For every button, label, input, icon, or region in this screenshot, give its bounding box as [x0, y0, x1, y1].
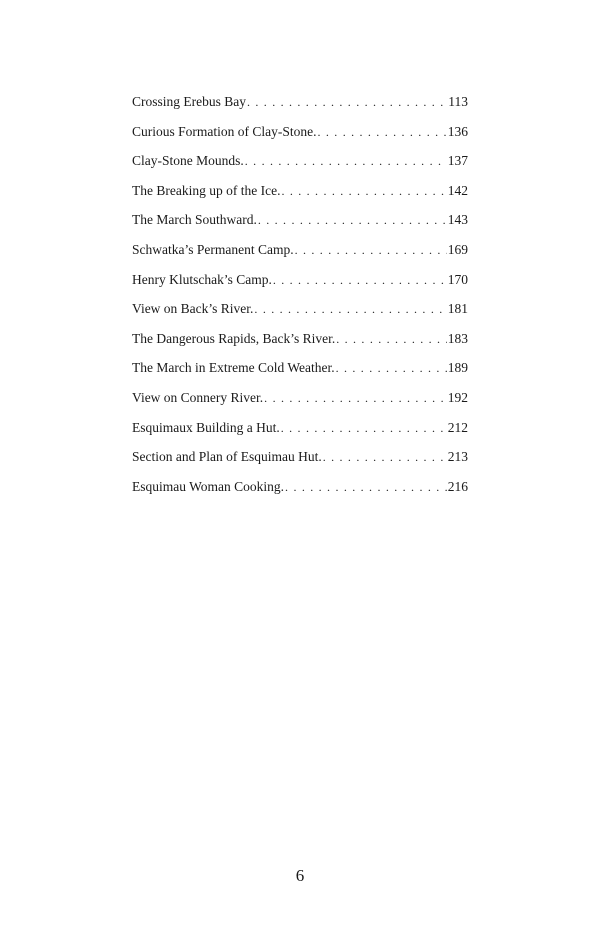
list-item	[132, 151, 468, 181]
entry-title: Section and Plan of Esquimau Hut.	[132, 449, 322, 465]
dot-leader	[254, 299, 446, 319]
dot-leader	[336, 329, 447, 349]
dot-leader	[336, 358, 447, 378]
page-number: 6	[295, 866, 305, 885]
dot-leader	[281, 181, 446, 201]
entry-title: Esquimau Woman Cooking.	[132, 478, 285, 494]
dot-leader	[323, 447, 447, 467]
dot-leader	[281, 418, 447, 438]
list-item	[132, 92, 468, 122]
entry-page-number: 189	[447, 360, 468, 376]
entry-page-number: 113	[448, 94, 468, 109]
list-item	[132, 418, 468, 448]
list-item	[132, 388, 468, 418]
entry-page-number: 170	[447, 271, 468, 287]
entry-page-number: 143	[447, 212, 468, 228]
list-item	[132, 477, 468, 507]
entry-page-number: 136	[447, 123, 468, 139]
list-item	[132, 240, 468, 270]
entry-title: Curious Formation of Clay-Stone.	[132, 123, 317, 139]
entry-page-number: 137	[447, 153, 468, 169]
entry-title: View on Connery River.	[132, 389, 264, 405]
entry-page-number: 192	[447, 389, 468, 405]
entry-title: Clay-Stone Mounds.	[132, 153, 244, 169]
list-item	[132, 122, 468, 152]
entry-title: The March in Extreme Cold Weather.	[132, 360, 335, 376]
dot-leader	[318, 122, 447, 142]
list-item	[132, 210, 468, 240]
entry-page-number: 183	[447, 330, 468, 346]
dot-leader	[264, 388, 447, 408]
list-item	[132, 181, 468, 211]
entry-title: View on Back’s River.	[132, 301, 254, 317]
dot-leader	[245, 151, 447, 171]
entry-title: Schwatka’s Permanent Camp.	[132, 241, 294, 257]
list-item	[132, 447, 468, 477]
dot-leader	[295, 240, 447, 260]
list-item	[132, 358, 468, 388]
list-item	[132, 270, 468, 300]
list-item	[132, 329, 468, 359]
entry-title: Henry Klutschak’s Camp.	[132, 271, 272, 287]
entry-page-number: 216	[447, 478, 468, 494]
entry-title: The March Southward.	[132, 212, 257, 228]
illustrations-list	[132, 92, 468, 506]
list-item	[132, 299, 468, 329]
entry-page-number: 212	[447, 419, 468, 435]
dot-leader	[258, 210, 447, 230]
entry-title: The Breaking up of the Ice.	[132, 182, 281, 198]
dot-leader	[273, 270, 447, 290]
entry-page-number: 142	[447, 182, 468, 198]
entry-page-number: 213	[447, 449, 468, 465]
entry-page-number: 169	[447, 241, 468, 257]
dot-leader	[247, 92, 447, 112]
entry-title: Esquimaux Building a Hut.	[132, 419, 280, 435]
entry-title: Crossing Erebus Bay	[132, 94, 246, 109]
entry-title: The Dangerous Rapids, Back’s River.	[132, 330, 336, 346]
entry-page-number: 181	[447, 301, 468, 317]
dot-leader	[285, 477, 447, 497]
